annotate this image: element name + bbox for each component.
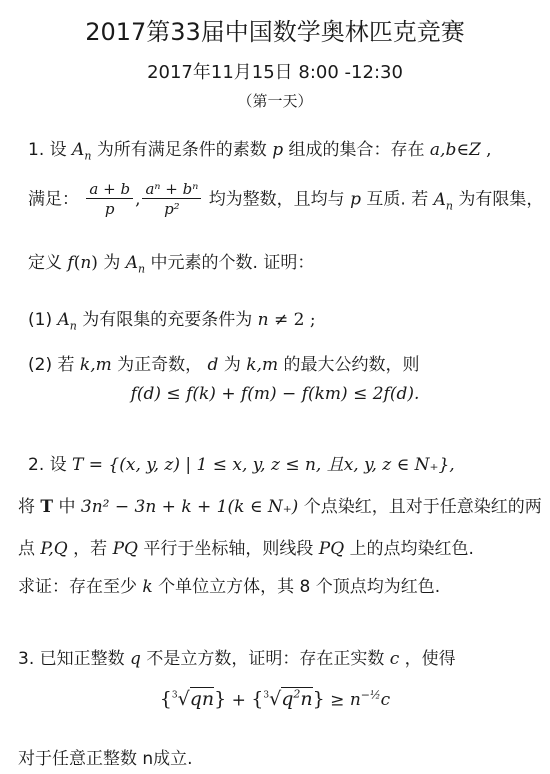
frac1-numerator: a + b <box>89 180 131 198</box>
rhs-expr: $n^{-\frac{1}{2}}c$ <box>349 688 391 711</box>
math-n: n <box>80 253 92 273</box>
p2-line3-d: 上的点均染红色. <box>349 539 474 559</box>
math-q: q <box>130 649 141 669</box>
p2-line3-c: 平行于坐标轴，则线段 <box>143 539 314 559</box>
math-A-n: $A_n$ <box>72 140 92 163</box>
math-p-2: p <box>350 189 361 210</box>
plus-sign: + <box>231 690 252 711</box>
math-k-m: k,m <box>79 355 112 375</box>
problem3-inequality <box>0 688 550 710</box>
problem1-number: 1. <box>28 140 50 160</box>
math-c: c <box>389 649 400 669</box>
problem3-line1 <box>18 644 456 669</box>
p2-line4-b: 个单位立方体，其 8 个顶点均为红色. <box>158 577 441 597</box>
problem2-line1 <box>28 450 455 475</box>
frac2-denominator: p² <box>142 198 201 219</box>
comma-sep: , <box>135 189 141 210</box>
exam-day-label: （第一天） <box>237 92 313 110</box>
frac-part-1: {$^3$√qn} <box>159 688 227 711</box>
problem2-line4 <box>18 572 440 597</box>
math-k: k <box>142 577 153 597</box>
p1-part2-a: (2) 若 <box>28 355 75 375</box>
fraction-an-plus-bn-over-p2 <box>142 180 201 219</box>
p1-sat: 满足： <box>28 189 79 210</box>
problem1-line3 <box>28 248 314 275</box>
problem1-line1 <box>28 135 492 162</box>
exam-date: 2017年11月15日 8:00 -12:30 <box>147 62 403 83</box>
math-A-n-2: $A_n$ <box>433 189 453 212</box>
math-A-n-4: $A_n$ <box>57 310 77 333</box>
p2-line2-a: 将 <box>18 497 35 517</box>
math-in-Z: ∈ <box>456 140 469 160</box>
problem1-line2 <box>28 180 543 219</box>
frac1-denominator: p <box>86 198 133 219</box>
problem3-line3: 对于任意正整数 n成立. <box>18 749 193 769</box>
p1-cond-a: 均为整数，且均与 <box>208 189 345 210</box>
fraction-a-plus-b-over-p <box>86 180 133 219</box>
comma: , <box>486 140 492 160</box>
p1-text-intro-c: 组成的集合：存在 <box>288 140 425 160</box>
frac-part-2: $\{^3√q^2n\}$ <box>251 688 325 711</box>
p1-part1-b: 为有限集的充要条件为 <box>82 310 253 330</box>
problem2-line3 <box>18 534 474 559</box>
p1-part2-c: 为 <box>223 355 241 375</box>
math-neq-2: ≠ 2 ; <box>268 310 316 330</box>
p1-part2-d: 的最大公约数，则 <box>283 355 420 375</box>
paren: ( <box>73 253 81 273</box>
p1-part1-a: (1) <box>28 310 58 330</box>
problem1-inequality: f(d) ≤ f(k) + f(m) − f(km) ≤ 2f(d). <box>130 384 420 404</box>
p3-line1-c: ，使得 <box>404 649 456 669</box>
p3-line1-b: 不是立方数，证明：存在正实数 <box>146 649 385 669</box>
exam-title: 2017第33届中国数学奥林匹克竞赛 <box>85 18 465 46</box>
p1-cond-c: 为有限集， <box>458 189 544 210</box>
p2-line3-a: 点 <box>18 539 35 559</box>
math-count-expr: 3n² − 3n + k + 1(k ∈ N₊) <box>80 497 299 517</box>
p2-line4-a: 求证：存在至少 <box>18 577 137 597</box>
geq-sign: ≥ <box>330 690 350 711</box>
math-d: d <box>207 355 219 375</box>
math-f-n: f <box>67 253 74 273</box>
problem1-part2 <box>28 350 419 375</box>
p1-text-intro-a: 设 <box>49 140 67 160</box>
math-T-bold: T <box>40 497 54 517</box>
math-Z: Z <box>468 140 481 160</box>
math-p: p <box>272 140 284 160</box>
math-set-T: T = {(x, y, z) | 1 ≤ x, y, z ≤ n, 且x, y, z ∈ N₊}, <box>72 455 455 475</box>
math-P-Q: P,Q <box>40 539 68 559</box>
math-ab-in-Z: a,b <box>429 140 457 160</box>
math-n-neq-2: n <box>257 310 269 330</box>
math-A-n-3: $A_n$ <box>125 253 146 276</box>
p2-line2-c: 个点染红，且对于任意染红的两 <box>303 497 542 517</box>
p3-line1-a: 3. 已知正整数 <box>18 649 125 669</box>
problem2-line2 <box>18 492 542 517</box>
frac2-numerator: aⁿ + bⁿ <box>145 180 199 198</box>
math-PQ-2: PQ <box>318 539 345 559</box>
p1-part2-b: 为正奇数， <box>117 355 203 375</box>
paren-close: ) <box>91 253 98 273</box>
p2-line1-a: 2. 设 <box>28 455 67 475</box>
p1-def-b: 为 <box>103 253 121 273</box>
p1-def-c: 中元素的个数. 证明： <box>150 253 315 273</box>
math-PQ: PQ <box>112 539 138 559</box>
problem1-part1 <box>28 305 316 332</box>
p2-line2-b: 中 <box>58 497 76 517</box>
math-k-m-2: k,m <box>246 355 279 375</box>
p2-line3-b: ，若 <box>73 539 108 559</box>
p1-def-a: 定义 <box>28 253 62 273</box>
p1-cond-b: 互质. 若 <box>366 189 429 210</box>
p1-text-intro-b: 为所有满足条件的素数 <box>96 140 267 160</box>
